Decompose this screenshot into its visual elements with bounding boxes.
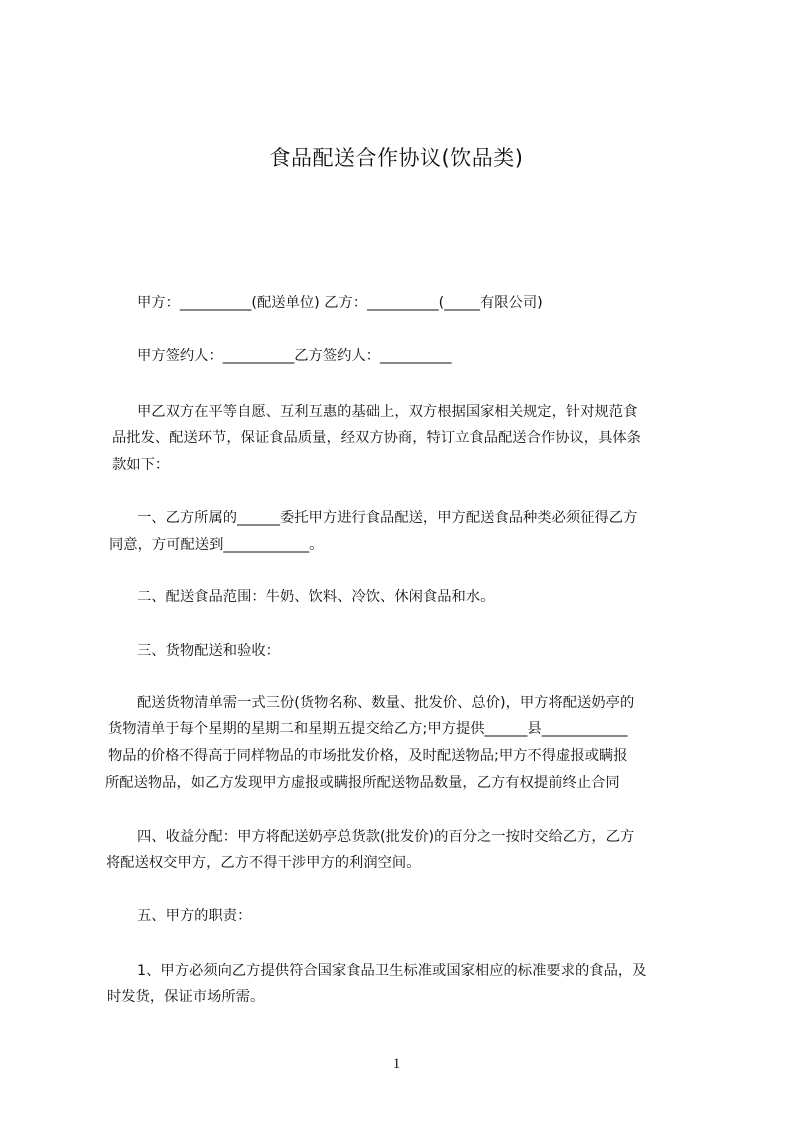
preamble-line: 甲乙双方在平等自愿、互利互惠的基础上，双方根据国家相关规定，针对规范食 [137, 404, 638, 420]
clause-1-line: 同意，方可配送到____________。 [109, 537, 324, 553]
document-title: 食品配送合作协议(饮品类) [269, 146, 524, 170]
clause-5-heading: 五、甲方的职责： [137, 908, 252, 924]
preamble-line: 款如下： [112, 457, 170, 473]
clause-3-line: 所配送物品，如乙方发现甲方虚报或瞒报所配送物品数量，乙方有权提前终止合同 [105, 775, 620, 791]
clause-1-line: 一、乙方所属的______委托甲方进行食品配送，甲方配送食品种类必须征得乙方 [137, 510, 638, 526]
clause-4-line: 四、收益分配：甲方将配送奶亭总货款(批发价)的百分之一按时交给乙方，乙方 [137, 829, 635, 845]
page-number: 1 [392, 1056, 401, 1072]
clause-3-line: 配送货物清单需一式三份(货物名称、数量、批发价、总价)，甲方将配送奶亭的 [137, 695, 635, 711]
clause-3-line: 货物清单于每个星期的星期二和星期五提交给乙方;甲方提供______县____________ [108, 721, 628, 737]
clause-5-item-1-line: 1、甲方必须向乙方提供符合国家食品卫生标准或国家相应的标准要求的食品，及 [137, 963, 647, 979]
preamble-line: 品批发、配送环节，保证食品质量，经双方协商，特订立食品配送合作协议，具体条 [112, 430, 641, 446]
clause-4-line: 将配送权交甲方，乙方不得干涉甲方的利润空间。 [106, 855, 421, 871]
party-signatories-line: 甲方签约人：__________乙方签约人：__________ [137, 348, 452, 364]
clause-3-heading: 三、货物配送和验收： [137, 643, 280, 659]
clause-3-line: 物品的价格不得高于同样物品的市场批发价格，及时配送物品;甲方不得虚报或瞒报 [108, 748, 628, 764]
party-names-line: 甲方：__________(配送单位) 乙方：__________(_____有限公司) [137, 295, 543, 311]
clause-5-item-1-line: 时发货，保证市场所需。 [107, 989, 265, 1005]
clause-2: 二、配送食品范围：牛奶、饮料、冷饮、休闲食品和水。 [137, 589, 495, 605]
